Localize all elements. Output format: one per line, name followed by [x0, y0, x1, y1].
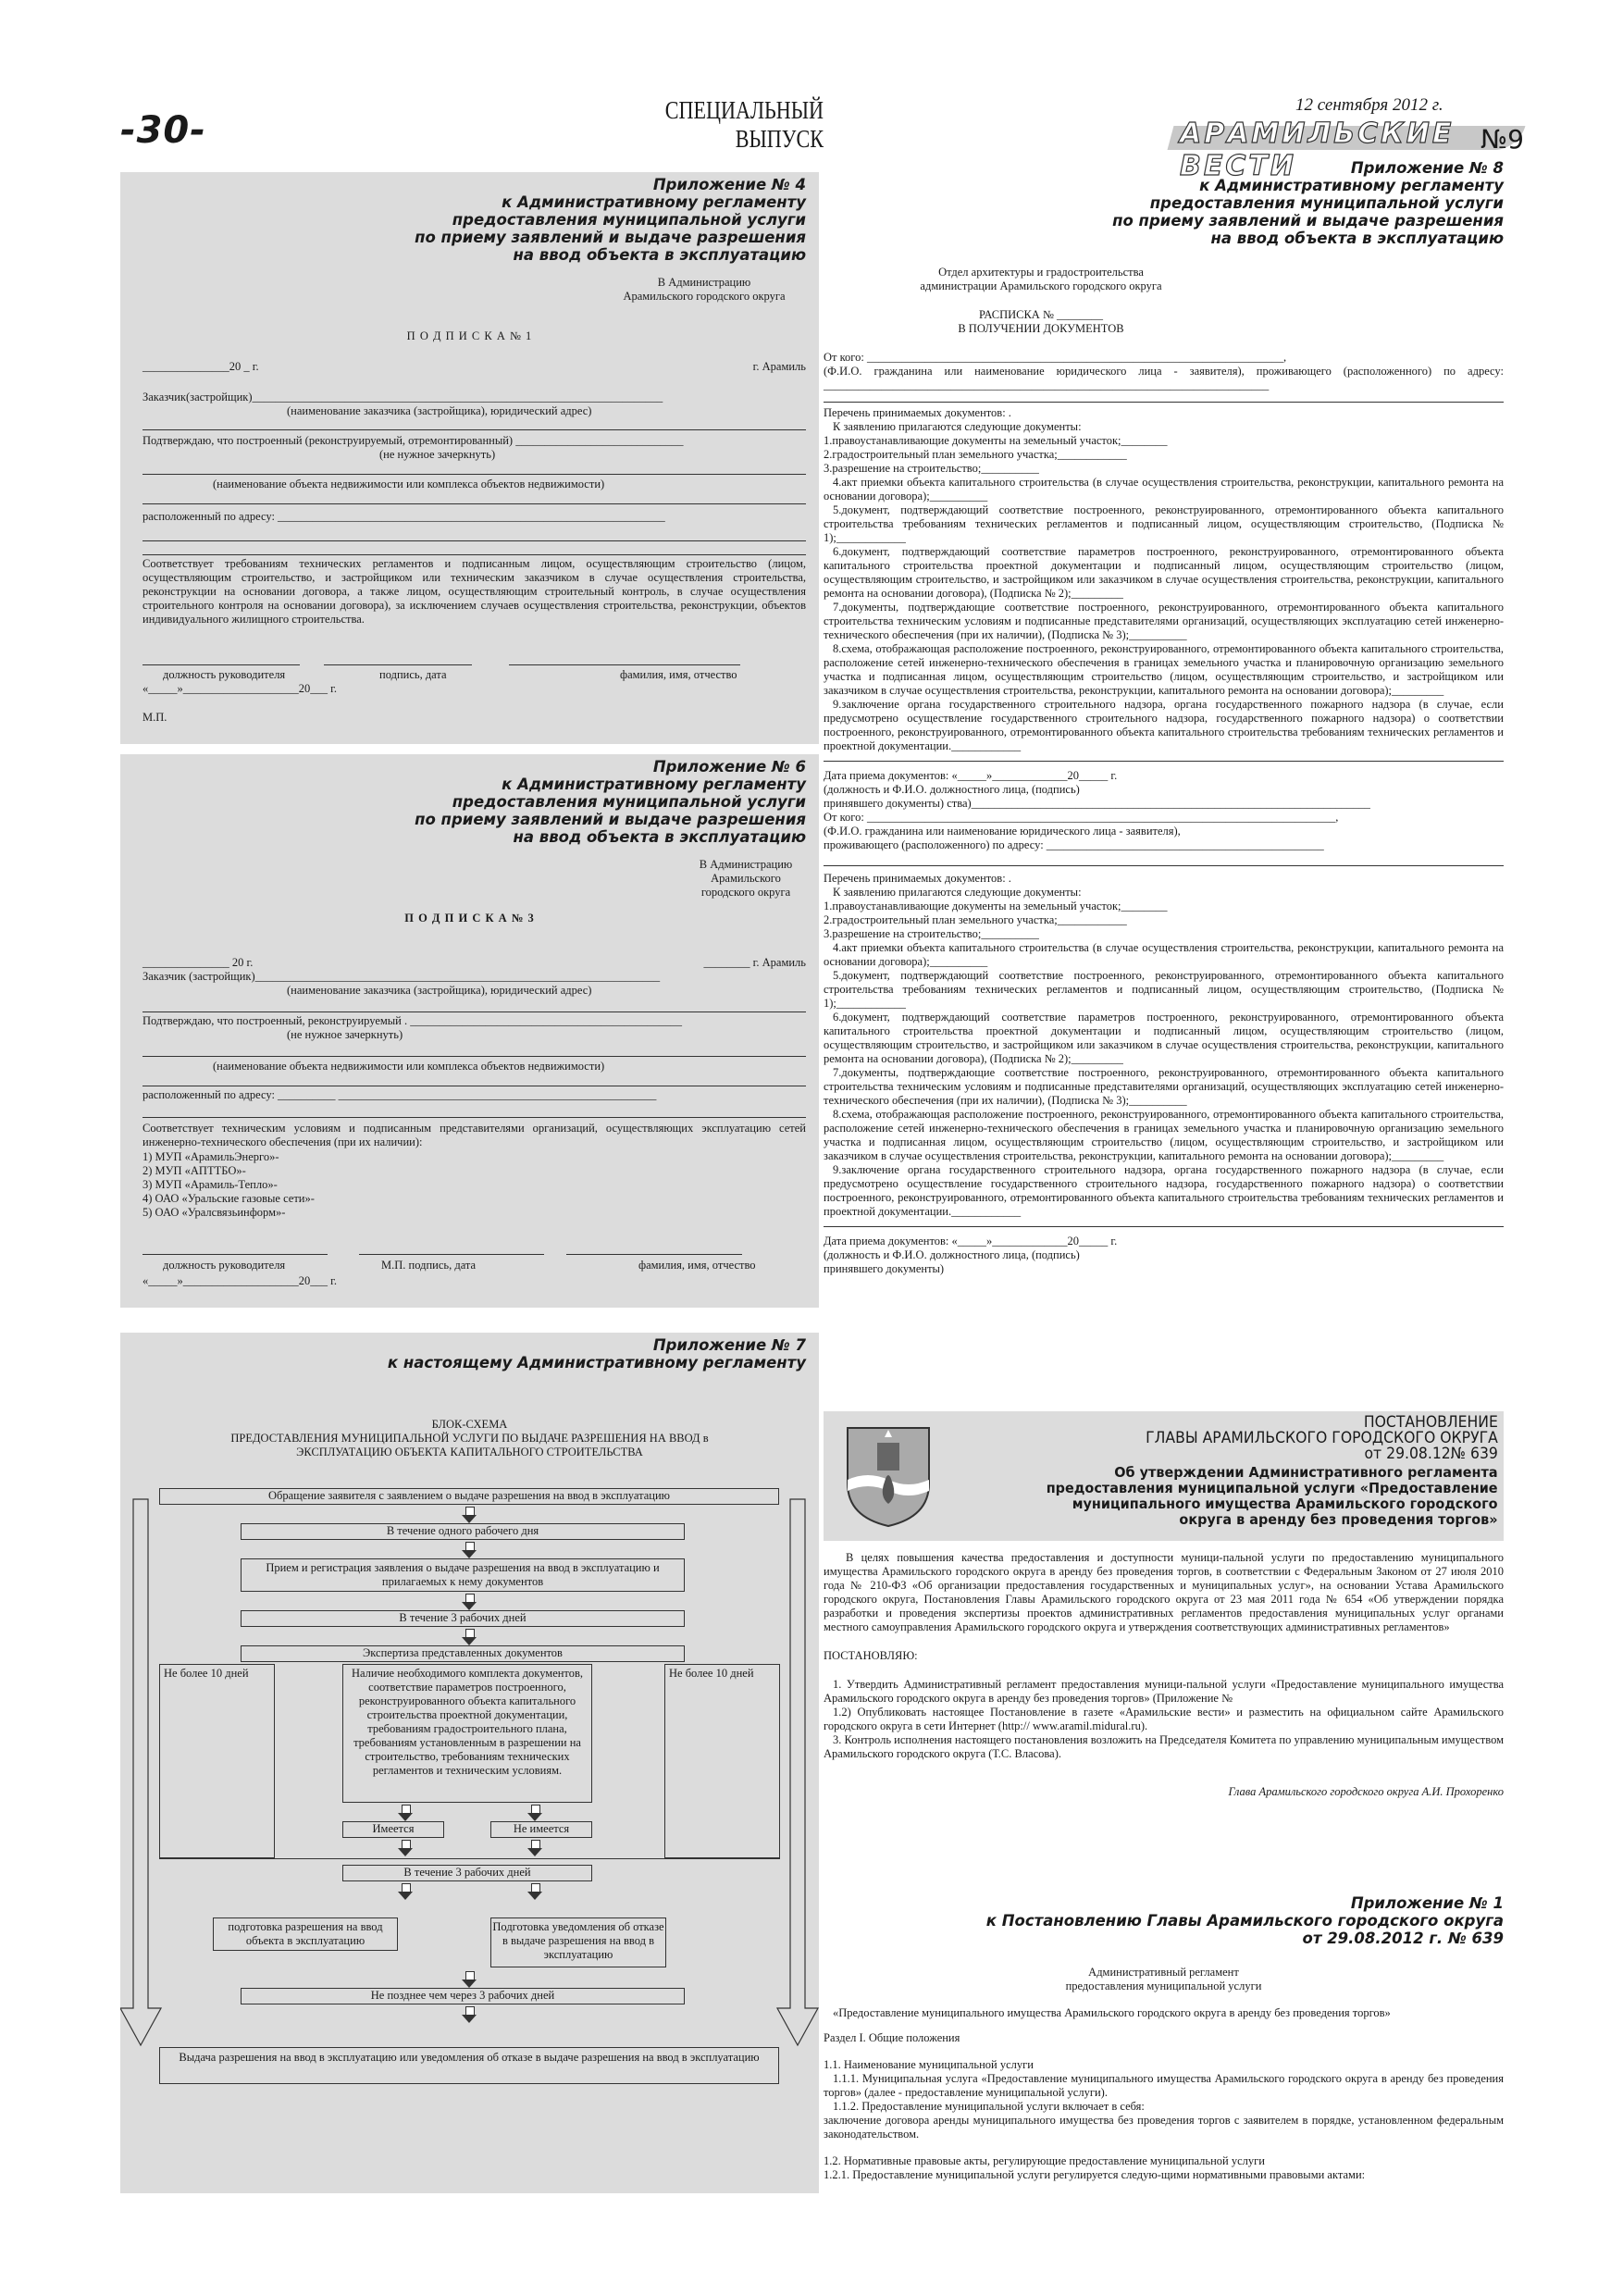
- flow-step-left-10days: Не более 10 дней: [159, 1664, 275, 1858]
- appendix-8-from: От кого: ________________________________________________________________________,: [824, 351, 1287, 364]
- appendix-4-sig-position: должность руководителя: [163, 668, 286, 681]
- flow-arrow: [462, 1971, 477, 1988]
- flow-step-3days-2: В течение 3 рабочих дней: [342, 1865, 592, 1881]
- appendix-6-address: расположенный по адресу: __________ _______________________________________________________: [142, 1088, 657, 1101]
- appendix-6-date2: «_____»____________________20___ г.: [142, 1274, 337, 1287]
- appendix-6-confirm-note: (не нужное зачеркнуть): [287, 1028, 403, 1041]
- special-line-2: ВЫПУСК: [735, 125, 824, 153]
- flow-arrow: [462, 2006, 477, 2023]
- flow-step-refusal-prep: Подготовка уведомления об отказе в выдаче разрешения на ввод в эксплуатацию: [490, 1917, 666, 1967]
- appendix-4-sig-date: подпись, дата: [379, 668, 447, 681]
- appendix-8-list-1: Перечень принимаемых документов: . К заявлению прилагаются следующие документы: 1.правоустанавливающие документы на земельный участок;________ 2.градостроительный план земельного участка;____________ 3.разрешение на строительство;__________ 4.акт приемки объекта капитального строительства (в случае осуществления строительства, реконструкции, капитального ремонта на основании договора);__________ 5.документ, подтверждающий соответствие построенного, реконструированного, отремонтированного объекта капитального строительства требованиям технических регламентов и подписанный лицом, осуществляющим строительство, (Подписка № 1);____________ 6.документ, подтверждающий соответствие параметров построенного, реконструированного, отремонтированного объекта капитального строительства проектной документации и подписанный лицом, осуществляющим строительство (лицом, осуществляющим строительство, и застройщиком или заказчиком в случае осуществления строительства, реконструкции, капитального ремонта на основании договора), (Подписка № 2);_________ 7.документы, подтверждающие соответствие построенного, реконструированного, отремонтированного объекта капитального строительства техническим условиям и подписанные представителями организаций, осуществляющих эксплуатацию сетей инженерно-технического обеспечения (при их наличии), (Подписка № 3);__________ 8.схема, отображающая расположение построенного, реконструированного, отремонтированного объекта капитального строительства, расположение сетей инженерно-технического обеспечения в границах земельного участка и планировочную организацию земельного участка и подписанная лицом, осуществляющим строительство (лицом, осуществляющим строительство, и застройщиком или заказчиком в случае осуществления строительства, реконструкции, капитального ремонта на основании договора);_________ 9.заключение органа государственного строительного надзора, органа государственного пожарного надзора (в случае, если предусмотрено осуществление государственного строительного надзора, государственного пожарного надзора) о соответствии построенного, реконструированного, отремонтированного объекта капитального строительства требованиям технических регламентов и проектной документации.____________: [824, 406, 1504, 752]
- flowchart-title: БЛОК-СХЕМА ПРЕДОСТАВЛЕНИЯ МУНИЦИПАЛЬНОЙ УСЛУГИ ПО ВЫДАЧЕ РАЗРЕШЕНИЯ НА ВВОД в ЭКСПЛУАТАЦИЮ ОБЪЕКТА КАПИТАЛЬНОГО СТРОИТЕЛЬСТВА: [230, 1418, 709, 1458]
- flow-arrow: [462, 1594, 477, 1610]
- flow-arrow: [398, 1805, 413, 1821]
- appendix-4-panel: [120, 172, 819, 744]
- coat-of-arms-icon: [844, 1424, 933, 1528]
- flow-arrow: [462, 1629, 477, 1645]
- appendix-4-address: расположенный по адресу: ___________________________________________________________________: [142, 510, 665, 523]
- flow-step-request: Обращение заявителя с заявлением о выдаче разрешения на ввод в эксплуатацию: [159, 1488, 779, 1505]
- section-title: Раздел I. Общие положения: [824, 2031, 960, 2044]
- decree-title: Об утверждении Административного регламента предоставления муниципальной услуги «Предоставление муниципального имущества Арамильского городского округа в аренду без проведения торгов»: [1047, 1464, 1498, 1528]
- flow-step-deadline: Не позднее чем через 3 рабочих дней: [241, 1988, 685, 2004]
- flow-step-check: Наличие необходимого комплекта документов, соответствие параметров построенного, реконструированного объекта капитального строительства проектной документации, требованиям градостроительного плана, требованиям установленным в разрешении на строительство, требованиям технических регламентов и техническим условиям.: [342, 1664, 592, 1803]
- regulation-paragraphs: 1.1. Наименование муниципальной услуги 1.1.1. Муниципальная услуга «Предоставление муниципального имущества Арамильского городского округа в аренду без проведения торгов» (далее - предоставление муниципальной услуги). 1.1.2. Предоставление муниципальной услуги включает в себя: заключение договора аренды муниципального имущества без проведения торгов с заявителем в порядке, установленном федеральным законодательством. 1.2. Нормативные правовые акты, регулирующие предоставление муниципальной услуги 1.2.1. Предоставление муниципальной услуги регулируется следую-щими нормативными правовыми актами:: [824, 2058, 1504, 2181]
- flow-step-one-day: В течение одного рабочего дня: [241, 1523, 685, 1540]
- appendix-8-from-2-note: (Ф.И.О. гражданина или наименование юридического лица - заявителя),: [824, 825, 1181, 838]
- flow-step-exists: Имеется: [342, 1821, 444, 1838]
- appendix-8-receipt: РАСПИСКА № ________ В ПОЛУЧЕНИИ ДОКУМЕНТОВ: [958, 308, 1124, 335]
- newspaper-title: АРАМИЛЬСКИЕ ВЕСТИ: [1180, 118, 1455, 182]
- appendix-8-date-block-2: Дата приема документов: «_____»_____________20_____ г. (должность и Ф.И.О. должностного лица, (подпись) принявшего документы): [824, 1235, 1118, 1275]
- appendix-6-title: П О Д П И С К А № 3: [404, 912, 535, 925]
- appendix-6-heading: Приложение № 6 к Административному регламенту предоставления муниципальной услуги по приему заявлений и выдаче разрешения на ввод объекта в эксплуатацию: [415, 758, 806, 846]
- appendix-6-customer-note: (наименование заказчика (застройщика), юридический адрес): [287, 984, 592, 997]
- appendix-6-date: _______________ 20 г.: [142, 956, 254, 969]
- appendix-7-heading: Приложение № 7 к настоящему Административному регламенту: [387, 1336, 806, 1371]
- appendix-8-from-2-address: проживающего (расположенного) по адресу: ________________________________________________: [824, 838, 1324, 851]
- appendix-4-date: _______________20 _ г.: [142, 360, 259, 373]
- appendix-4-body: Соответствует требованиям технических регламентов и подписанным лицом, осуществляющим строительство (лицом, осуществляющим строительство, и застройщиком или техническим заказчиком в случае осуществления строительства, реконструкции на основании договора, а также лицом, осуществляющим строительный контроль, в случае осуществления строительного контроля на основании договора), за исключением случаев осуществления строительства, реконструкции, объектов индивидуального жилищного строительства.: [142, 557, 806, 626]
- appendix-4-addressee: В Администрацию Арамильского городского округа: [623, 276, 786, 303]
- appendix-6-orgs: 1) МУП «АрамильЭнерго»- 2) МУП «АПТТБО»- 3) МУП «Арамиль-Тепло»- 4) ОАО «Уральские газовые сети»- 5) ОАО «Уралсвязьинформ»-: [142, 1150, 315, 1219]
- flow-arrow: [527, 1883, 542, 1900]
- appendix-4-date2: «_____»____________________20___ г.: [142, 682, 337, 695]
- appendix-8-heading: Приложение № 8 к Административному регламенту предоставления муниципальной услуги по приему заявлений и выдаче разрешения на ввод объекта в эксплуатацию: [1112, 159, 1504, 247]
- decree-signature: Глава Арамильского городского округа А.И. Прохоренко: [1228, 1785, 1504, 1798]
- appendix-8-from-2: От кого: _________________________________________________________________________________,: [824, 811, 1339, 824]
- appendix-4-title: П О Д П И С К А № 1: [406, 329, 533, 342]
- appendix-6-object-note: (наименование объекта недвижимости или комплекса объектов недвижимости): [213, 1060, 605, 1073]
- appendix-4-object-note: (наименование объекта недвижимости или комплекса объектов недвижимости): [213, 478, 605, 490]
- decree-banner: [824, 1411, 1504, 1541]
- appendix-6-addressee: В Администрацию Арамильского городского округа: [699, 858, 793, 899]
- appendix-1: [824, 1894, 1504, 2182]
- special-issue-label: [634, 96, 824, 154]
- appendix-1-heading: Приложение № 1 к Постановлению Главы Арамильского городского округа от 29.08.2012 г. № 639: [985, 1894, 1504, 1947]
- flow-arrow: [462, 1507, 477, 1523]
- flow-arrow: [527, 1805, 542, 1821]
- appendix-7-panel: [120, 1333, 819, 2193]
- appendix-8: [824, 159, 1504, 1276]
- flow-step-expertise: Экспертиза представленных документов: [241, 1645, 685, 1662]
- appendix-4-sig-name: фамилия, имя, отчество: [620, 668, 737, 681]
- decree-resolve: ПОСТАНОВЛЯЮ:: [824, 1649, 918, 1662]
- appendix-6-body: Соответствует техническим условиям и подписанным представителями организаций, осуществляющих эксплуатацию сетей инженерно-технического обеспечения (при их наличии):: [142, 1122, 806, 1148]
- appendix-8-from-note: (Ф.И.О. гражданина или наименование юридического лица - заявителя), проживающего (расположенного) по адресу: _____________________________________________________________________________: [824, 365, 1504, 391]
- appendix-8-date-block-1: Дата приема документов: «_____»_____________20_____ г. (должность и Ф.И.О. должностного лица, (подпись) принявшего документы) ства)_____________________________________________________________________: [824, 769, 1370, 810]
- appendix-6-panel: [120, 754, 819, 1308]
- flow-step-permit-prep: подготовка разрешения на ввод объекта в эксплуатацию: [213, 1917, 398, 1951]
- flow-step-3days: В течение 3 рабочих дней: [241, 1610, 685, 1627]
- flow-step-registration: Прием и регистрация заявления о выдаче разрешения на ввод в эксплуатацию и прилагаемых к нему документов: [241, 1558, 685, 1592]
- decree-intro: В целях повышения качества предоставления и доступности муници-пальной услуги по предоставлению муниципального имущества Арамильского городского округа в аренду без проведения торгов, в соответствии с Федеральным Законом от 27 июля 2010 года № 210-ФЗ «Об организации предоставления государственных и муниципальных услуг», на основании Устава Арамильского городского округа, Постановления Главы Арамильского городского округа от 23 мая 2011 года № 654 «Об утверждении порядка разработки и проведения экспертизы проектов административных регламентов предоставления муниципальных услуг органами местного самоуправления Арамильского городского округа и утверждения соответствующих административных регламентов»: [824, 1551, 1504, 1633]
- appendix-4-confirm: Подтверждаю, что построенный (реконструируемый, отремонтированный) _____________________________: [142, 434, 684, 447]
- special-line-1: СПЕЦИАЛЬНЫЙ: [664, 96, 824, 124]
- appendix-4-customer-note: (наименование заказчика (застройщика), юридический адрес): [287, 404, 592, 417]
- appendix-6-customer: Заказчик (застройщик)______________________________________________________________________: [142, 970, 661, 983]
- flow-arrow: [398, 1883, 413, 1900]
- issue-date: 12 сентября 2012 г.: [1295, 95, 1443, 115]
- appendix-8-list-2: Перечень принимаемых документов: . К заявлению прилагаются следующие документы: 1.правоустанавливающие документы на земельный участок;________ 2.градостроительный план земельного участка;____________ 3.разрешение на строительство;__________ 4.акт приемки объекта капитального строительства (в случае осуществления строительства, реконструкции, капитального ремонта на основании договора);__________ 5.документ, подтверждающий соответствие построенного, реконструированного, отремонтированного объекта капитального строительства требованиям технических регламентов и подписанный лицом, осуществляющим строительство, (Подписка № 1);____________ 6.документ, подтверждающий соответствие параметров построенного, реконструированного, отремонтированного объекта капитального строительства проектной документации и подписанный лицом, осуществляющим строительство (лицом, осуществляющим строительство, и застройщиком или заказчиком в случае осуществления строительства, реконструкции, капитального ремонта на основании договора), (Подписка № 2);_________ 7.документы, подтверждающие соответствие построенного, реконструированного, отремонтированного объекта капитального строительства техническим условиям и подписанные представителями организаций, осуществляющих эксплуатацию сетей инженерно-технического обеспечения (при их наличии), (Подписка № 3);__________ 8.схема, отображающая расположение построенного, реконструированного, отремонтированного объекта капитального строительства, расположение сетей инженерно-технического обеспечения в границах земельного участка и планировочную организацию земельного участка и подписанная лицом, осуществляющим строительство (лицом, осуществляющим строительство, и застройщиком или заказчиком в случае осуществления строительства, реконструкции, капитального ремонта на основании договора);_________ 9.заключение органа государственного строительного надзора, органа государственного пожарного надзора (в случае, если предусмотрено осуществление государственного строительного надзора, государственного пожарного надзора) о соответствии построенного, реконструированного, отремонтированного объекта капитального строительства требованиям технических регламентов и проектной документации.____________: [824, 872, 1504, 1218]
- newspaper-logo: [1171, 115, 1541, 182]
- appendix-6-sig-name: фамилия, имя, отчество: [638, 1259, 756, 1272]
- service-name: «Предоставление муниципального имущества Арамильского городского округа в аренду без проведения торгов»: [833, 2006, 1391, 2019]
- decree-header: ПОСТАНОВЛЕНИЕ ГЛАВЫ АРАМИЛЬСКОГО ГОРОДСКОГО ОКРУГА от 29.08.12№ 639: [1146, 1413, 1498, 1463]
- appendix-8-dept: Отдел архитектуры и градостроительства администрации Арамильского городского округа: [920, 266, 1162, 292]
- appendix-6-sig-date: М.П. подпись, дата: [381, 1259, 477, 1272]
- page-number: -30-: [120, 109, 206, 152]
- appendix-6-city: ________ г. Арамиль: [703, 956, 806, 969]
- appendix-4-customer: Заказчик(застройщик)_______________________________________________________________________: [142, 391, 663, 403]
- flow-step-issue: Выдача разрешения на ввод в эксплуатацию или уведомления об отказе в выдаче разрешения на ввод в эксплуатацию: [159, 2047, 779, 2084]
- flow-step-not-exists: Не имеется: [490, 1821, 592, 1838]
- appendix-6-sig-position: должность руководителя: [163, 1259, 286, 1272]
- flow-arrow: [462, 1542, 477, 1558]
- regulation-title: Административный регламент предоставления муниципальной услуги: [1065, 1966, 1262, 1992]
- flow-arrow: [527, 1840, 542, 1856]
- decree-text: [824, 1551, 1504, 1799]
- appendix-6-confirm: Подтверждаю, что построенный, реконструируемый . _______________________________________________: [142, 1014, 682, 1027]
- appendix-4-city: г. Арамиль: [752, 360, 806, 373]
- issue-number: №9: [1481, 124, 1524, 155]
- appendix-4-confirm-note: (не нужное зачеркнуть): [379, 448, 496, 461]
- appendix-4-heading: Приложение № 4 к Административному регламенту предоставления муниципальной услуги по приему заявлений и выдаче разрешения на ввод объекта в эксплуатацию: [415, 176, 806, 264]
- appendix-4-stamp: М.П.: [142, 711, 167, 724]
- decree-items: 1. Утвердить Административный регламент предоставления муници-пальной услуги «Предоставление муниципального имущества Арамильского городского округа в аренду без проведения торгов» (Приложение № 1.2) Опубликовать настоящее Постановление в газете «Арамильские вести» и разместить на официальном сайте Арамильского городского округа в сети Интернет (http:// www.aramil.midural.ru). 3. Контроль исполнения настоящего постановления возложить на Председателя Комитета по управлению муниципальным имуществом Арамильского городского округа (Т.С. Власова).: [824, 1678, 1504, 1760]
- flow-step-right-10days: Не более 10 дней: [664, 1664, 780, 1858]
- flow-arrow: [398, 1840, 413, 1856]
